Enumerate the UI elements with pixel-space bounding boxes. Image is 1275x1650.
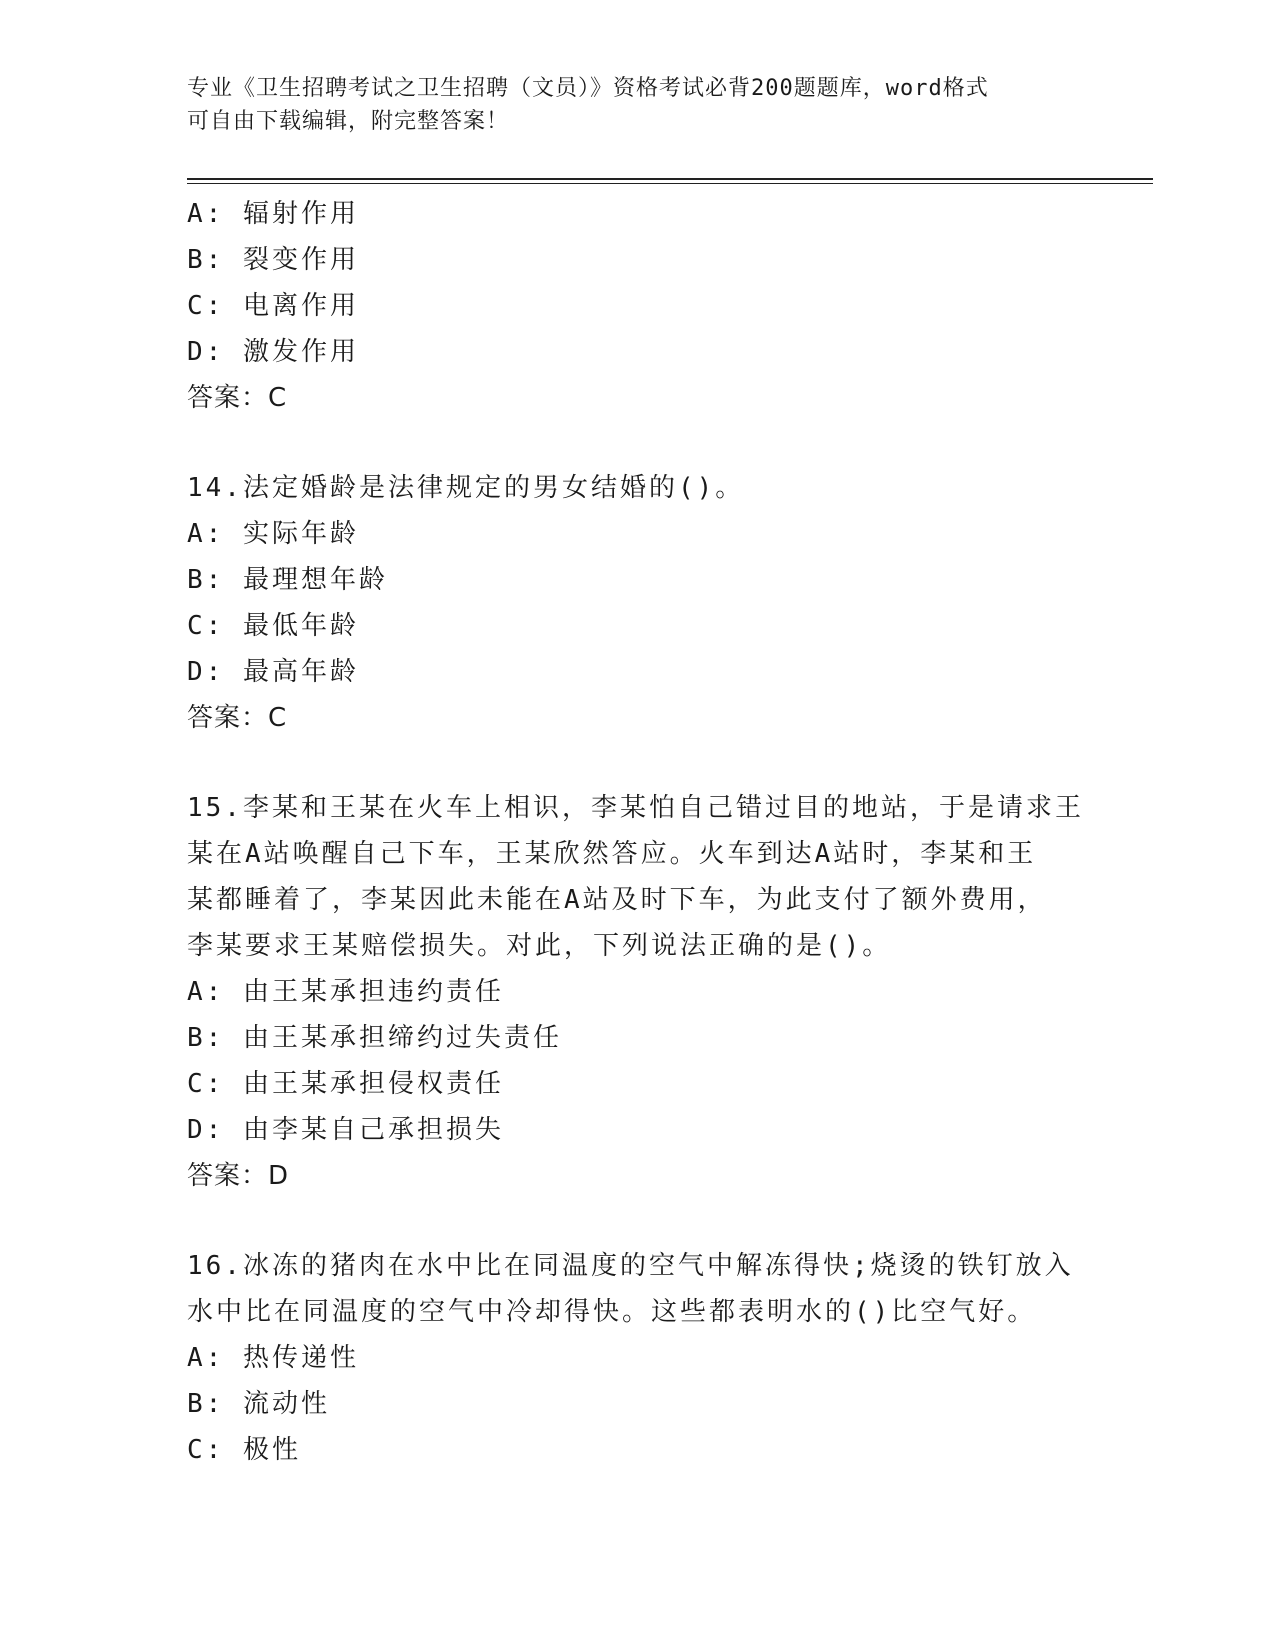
question-text-line-1: 15.李某和王某在火车上相识，李某怕自己错过目的地站，于是请求王 — [187, 793, 1084, 823]
header-divider — [187, 178, 1153, 184]
option-d: D: 激发作用 — [187, 337, 359, 367]
option-b: B: 由王某承担缔约过失责任 — [187, 1023, 562, 1053]
option-a: A: 实际年龄 — [187, 519, 359, 549]
question-text: 14.法定婚龄是法律规定的男女结婚的()。 — [187, 473, 745, 503]
option-b: B: 最理想年龄 — [187, 565, 388, 595]
question-text-line-1: 16.冰冻的猪肉在水中比在同温度的空气中解冻得快;烧烫的铁钉放入 — [187, 1251, 1074, 1281]
header-line-2: 可自由下载编辑，附完整答案！ — [187, 109, 510, 134]
option-d: D: 最高年龄 — [187, 657, 359, 687]
question-list — [187, 191, 1087, 1473]
question-text-line-3: 某都睡着了，李某因此未能在A站及时下车，为此支付了额外费用， — [187, 885, 1047, 915]
option-b: B: 裂变作用 — [187, 245, 359, 275]
option-a: A: 由王某承担违约责任 — [187, 977, 504, 1007]
question-14 — [187, 465, 1087, 741]
document-header — [187, 72, 1067, 138]
option-c: C: 由王某承担侵权责任 — [187, 1069, 504, 1099]
question-13 — [187, 191, 1087, 421]
option-c: C: 电离作用 — [187, 291, 359, 321]
question-text-line-2: 某在A站唤醒自己下车，王某欣然答应。火车到达A站时，李某和王 — [187, 839, 1037, 869]
option-d: D: 由李某自己承担损失 — [187, 1115, 504, 1145]
question-16 — [187, 1243, 1087, 1473]
option-a: A: 辐射作用 — [187, 199, 359, 229]
question-text-line-2: 水中比在同温度的空气中冷却得快。这些都表明水的()比空气好。 — [187, 1297, 1037, 1327]
question-15 — [187, 785, 1087, 1199]
option-b: B: 流动性 — [187, 1389, 330, 1419]
answer: 答案：C — [187, 703, 288, 733]
header-line-1: 专业《卫生招聘考试之卫生招聘（文员）》资格考试必背200题题库，word格式 — [187, 76, 989, 101]
option-a: A: 热传递性 — [187, 1343, 359, 1373]
option-c: C: 极性 — [187, 1435, 301, 1465]
option-c: C: 最低年龄 — [187, 611, 359, 641]
answer: 答案：C — [187, 383, 288, 413]
question-text-line-4: 李某要求王某赔偿损失。对此，下列说法正确的是()。 — [187, 931, 892, 961]
answer: 答案：D — [187, 1161, 290, 1191]
